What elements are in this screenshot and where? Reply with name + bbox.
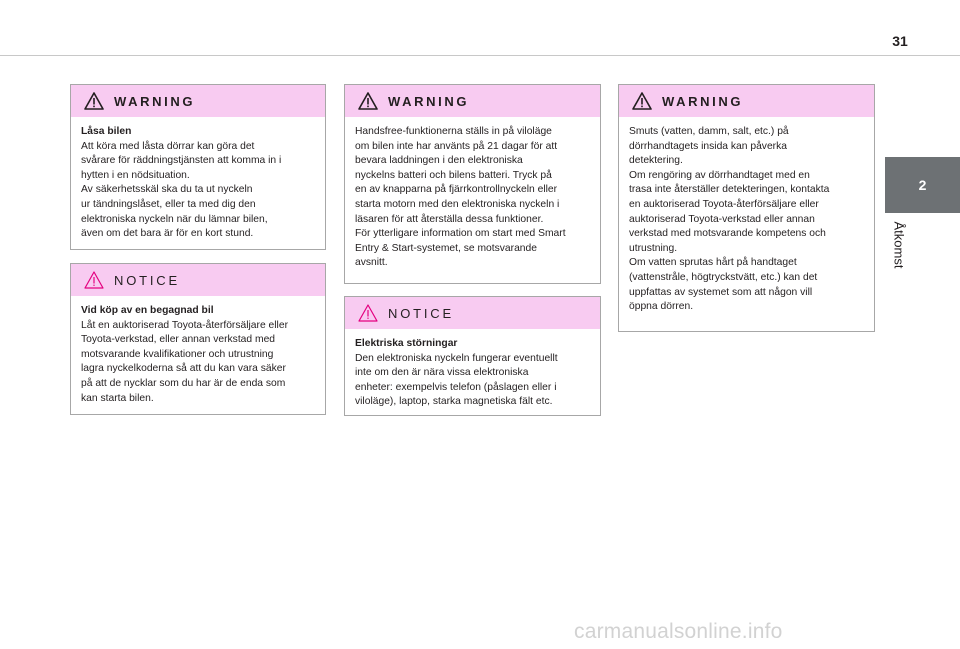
notice-body [71,296,325,414]
text-line: läsaren för att återställa dessa funktioner. [355,213,544,225]
warning-header [71,85,325,117]
text-line: nyckelns batteri och bilens batteri. Tryck på [355,169,552,181]
text-line: enheter: exempelvis telefon (påslagen eller i [355,381,557,393]
chapter-label [885,217,915,277]
text-line: Att köra med låsta dörrar kan göra det [81,140,255,152]
text-line: avsnitt. [355,257,388,269]
chapter-tab[interactable] [885,157,960,213]
text-line: även om det bara är för en kort stund. [81,228,254,240]
text-line: på att de nycklar som du har är de enda som [81,377,286,389]
text-line: uppfattas av systemet som att någon vill [629,286,813,298]
text-line: elektroniska nyckeln när du lämnar bilen, [81,213,268,225]
notice-subtitle: Elektriska störningar [355,338,458,349]
header-divider [0,55,960,56]
notice-header [71,264,325,296]
text-line: För ytterligare information om start med Smart [355,228,566,240]
text-line: auktoriserad Toyota-verkstad eller annan [629,213,815,225]
text-line: en av knapparna på fjärrkontrollnyckeln eller [355,184,558,196]
notice-title: NOTICE [388,305,454,321]
text-line: svårare för räddningstjänsten att komma in i [81,155,282,167]
watermark: carmanualsonline.info [574,620,783,643]
warning-title: WARNING [388,93,470,109]
notice-triangle-icon [358,304,378,322]
warning-subtitle: Låsa bilen [81,126,132,137]
text-line: ur tändningslåset, eller ta med dig den [81,198,256,210]
warning-title: WARNING [662,93,744,109]
text-line: starta motorn med den elektroniska nyckeln i [355,198,560,210]
warning-header [619,85,874,117]
text-line: dörrhandtagets insida kan påverka [629,140,787,152]
text-line: kan starta bilen. [81,392,154,404]
text-line: Den elektroniska nyckeln fungerar eventuellt [355,352,558,364]
warning-box-dirt [618,84,875,332]
warning-body [619,117,874,323]
text-line: Entry & Start-systemet, se motsvarande [355,242,537,254]
text-line: detektering. [629,155,683,167]
text-line: Låt en auktoriserad Toyota-återförsäljare eller [81,319,289,331]
text-line: utrustning. [629,242,678,254]
warning-box-lock [70,84,326,250]
text-line: Smuts (vatten, damm, salt, etc.) på [629,126,789,137]
text-line: Om rengöring av dörrhandtaget med en [629,169,810,181]
notice-triangle-icon [84,271,104,289]
text-line: öppna dörren. [629,301,694,313]
notice-body [345,329,600,418]
text-line: hytten i en nödsituation. [81,169,190,181]
warning-body [71,117,325,250]
text-line: motsvarande kvalifikationer och utrustning [81,348,274,360]
notice-title: NOTICE [114,272,180,288]
notice-box-used-car [70,263,326,415]
text-line: lagra nyckelkoderna så att du kan vara säker [81,363,286,375]
text-line: om bilen inte har använts på 21 dagar för att [355,140,558,152]
text-line: inte om den är nära vissa elektroniska [355,367,529,379]
text-line: trasa inte återställer detekteringen, kontakta [629,184,830,196]
notice-subtitle: Vid köp av en begagnad bil [81,305,214,316]
warning-title: WARNING [114,93,196,109]
warning-triangle-icon [358,92,378,110]
text-line: en auktoriserad Toyota-återförsäljare eller [629,198,819,210]
text-line: Av säkerhetsskäl ska du ta ut nyckeln [81,184,253,196]
warning-body [345,117,600,279]
text-line: bevara laddningen i den elektroniska [355,155,523,167]
page-number: 31 [892,33,908,49]
text-line: Toyota-verkstad, eller annan verkstad med [81,334,276,346]
text-line: (vattenstråle, högtryckstvätt, etc.) kan det [629,271,818,283]
chapter-number: 2 [918,177,927,193]
notice-box-interference [344,296,601,416]
text-line: Handsfree-funktionerna ställs in på viloläge [355,126,552,137]
text-line: verkstad med motsvarande kompetens och [629,228,826,240]
warning-triangle-icon [84,92,104,110]
warning-box-handsfree [344,84,601,284]
warning-header [345,85,600,117]
chapter-label-text: Åtkomst [891,221,907,269]
text-line: Om vatten sprutas hårt på handtaget [629,257,797,269]
notice-header [345,297,600,329]
text-line: viloläge), laptop, starka magnetiska fält etc. [355,396,553,408]
warning-triangle-icon [632,92,652,110]
